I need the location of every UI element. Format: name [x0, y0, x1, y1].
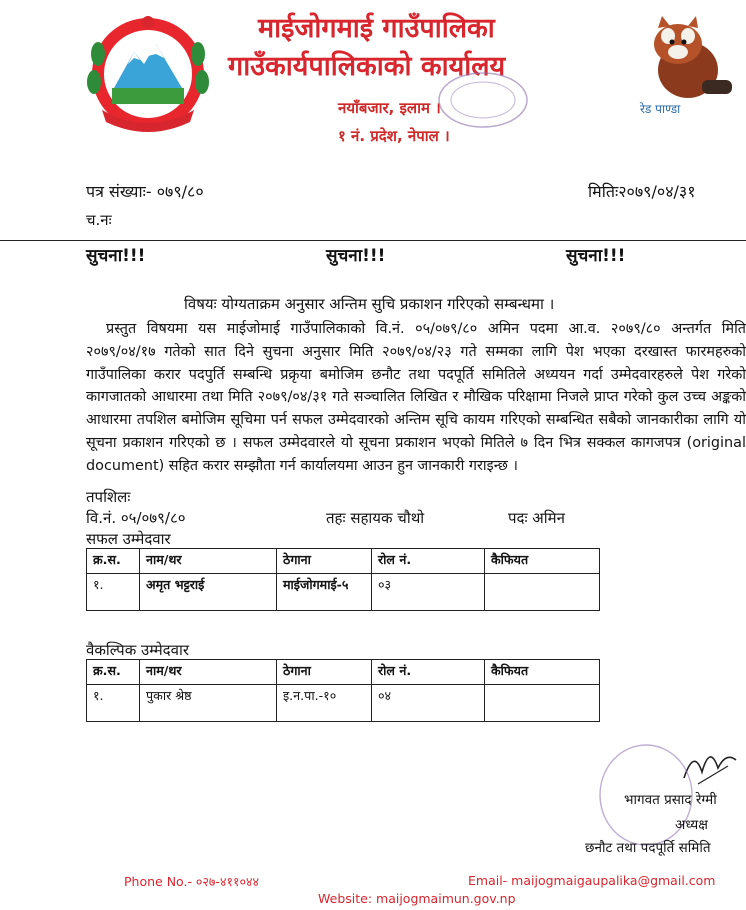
letter-date: मितिः२०७९/०४/३१ [588, 182, 696, 201]
dispatch-number: च.नः [86, 211, 112, 229]
footer-website: Website: maijogmaimun.gov.np [318, 891, 516, 906]
alternate-heading: वैकल्पिक उम्मेदवार [86, 641, 189, 659]
col-serial: क्र.स. [87, 660, 140, 685]
panda-caption: रेड पाण्डा [640, 102, 681, 116]
col-address: ठेगाना [277, 660, 372, 685]
reference-number: पत्र संख्याः- ०७९/८० [86, 182, 204, 201]
successful-heading: सफल उम्मेदवार [86, 530, 171, 548]
cell-name: अमृत भट्टराई [140, 574, 277, 611]
address-line-2: १ नं. प्रदेश, नेपाल । [338, 127, 450, 145]
notice-title-3: सुचना!!! [566, 246, 626, 266]
col-name: नाम/थर [140, 549, 277, 574]
table-row [87, 685, 600, 722]
table-header-row [87, 660, 600, 685]
post-level: तहः सहायक चौथो [326, 509, 425, 527]
col-serial: क्र.स. [87, 549, 140, 574]
col-name: नाम/थर [140, 660, 277, 685]
col-roll: रोल नं. [372, 660, 485, 685]
header-divider [0, 240, 746, 241]
notice-body [86, 318, 746, 478]
cell-remarks [485, 574, 600, 611]
body-paragraph: प्रस्तुत विषयमा यस माईजोमाई गाउँपालिकाको वि.नं. ०५/०७९/८० अमिन पदमा आ.व. २०७९/८० अन्तर्गत मिति २०७९/०४/१७ गतेको सात दिने सुचना अनुसार मिति २०७९/०४/२३ गते सम्मका लागि पेश भएका दरखास्त फारमहरुको गाउँपालिका करार पदपुर्ति सम्बन्धि प्रक्रृया बमोजिम छनौट तथा पदपूर्ति समितिले अध्ययन गर्दा उम्मेदवारहरुले पेश गरेको कागजातको आधारमा तथा मिति २०७९/०४/३१ गते सञ्चालित लिखित र मौखिक परिक्षामा निजले प्राप्त गरेको कुल उच्च अङ्कको आधारमा तपशिल बमोजिम सूचिमा पर्न सफल उम्मेदवारको अन्तिम सूचि कायम गरिएको सम्बन्धित सबैको जानकारीका लागि यो सूचना प्रकाशन गरिएको छ । सफल उम्मेदवारले यो सूचना प्रकाशन भएको मितिले ७ दिन भित्र सक्कल कागजपत्र (original document) सहित करार सम्झौता गर्न कार्यालयमा आउन हुन जानकारी गराइन्छ । [86, 321, 746, 474]
org-name: माईजोगमाई गाउँपालिका [258, 13, 495, 44]
signatory-title: अध्यक्ष [675, 817, 708, 833]
table-header-row [87, 549, 600, 574]
cell-roll: ०३ [372, 574, 485, 611]
details-heading: तपशिलः [86, 488, 131, 506]
table-row [87, 574, 600, 611]
col-roll: रोल नं. [372, 549, 485, 574]
address-line-1: नयाँबजार, इलाम । [338, 99, 441, 117]
advertisement-number: वि.नं. ०५/०७९/८० [86, 509, 186, 527]
post-name: पदः अमिन [508, 509, 565, 527]
signatory-name: भागवत प्रसाद रेग्मी [624, 792, 717, 808]
notice-title-1: सुचना!!! [86, 246, 146, 266]
col-remarks: कैफियत [485, 660, 600, 685]
successful-table [86, 548, 600, 611]
cell-address: इ.न.पा.-१० [277, 685, 372, 722]
subject-line: विषयः योग्यताक्रम अनुसार अन्तिम सुचि प्रकाशन गरिएको सम्बन्धमा । [184, 295, 555, 313]
office-stamp [436, 70, 530, 130]
committee-name: छनौट तथा पदपूर्ति समिति [585, 840, 711, 856]
col-address: ठेगाना [277, 549, 372, 574]
footer-phone: Phone No.- ०२७-४११०४४ [124, 874, 259, 889]
alternate-table [86, 659, 600, 722]
nepal-emblem-icon [82, 14, 214, 142]
org-office: गाउँकार्यपालिकाको कार्यालय [228, 51, 506, 82]
cell-serial: १. [87, 685, 140, 722]
cell-roll: ०४ [372, 685, 485, 722]
col-remarks: कैफियत [485, 549, 600, 574]
notice-title-2: सुचना!!! [326, 246, 386, 266]
cell-remarks [485, 685, 600, 722]
footer-email: Email- maijogmaigaupalika@gmail.com [468, 873, 716, 888]
cell-address: माईजोगमाई-५ [277, 574, 372, 611]
cell-serial: १. [87, 574, 140, 611]
cell-name: पुकार श्रेष्ठ [140, 685, 277, 722]
